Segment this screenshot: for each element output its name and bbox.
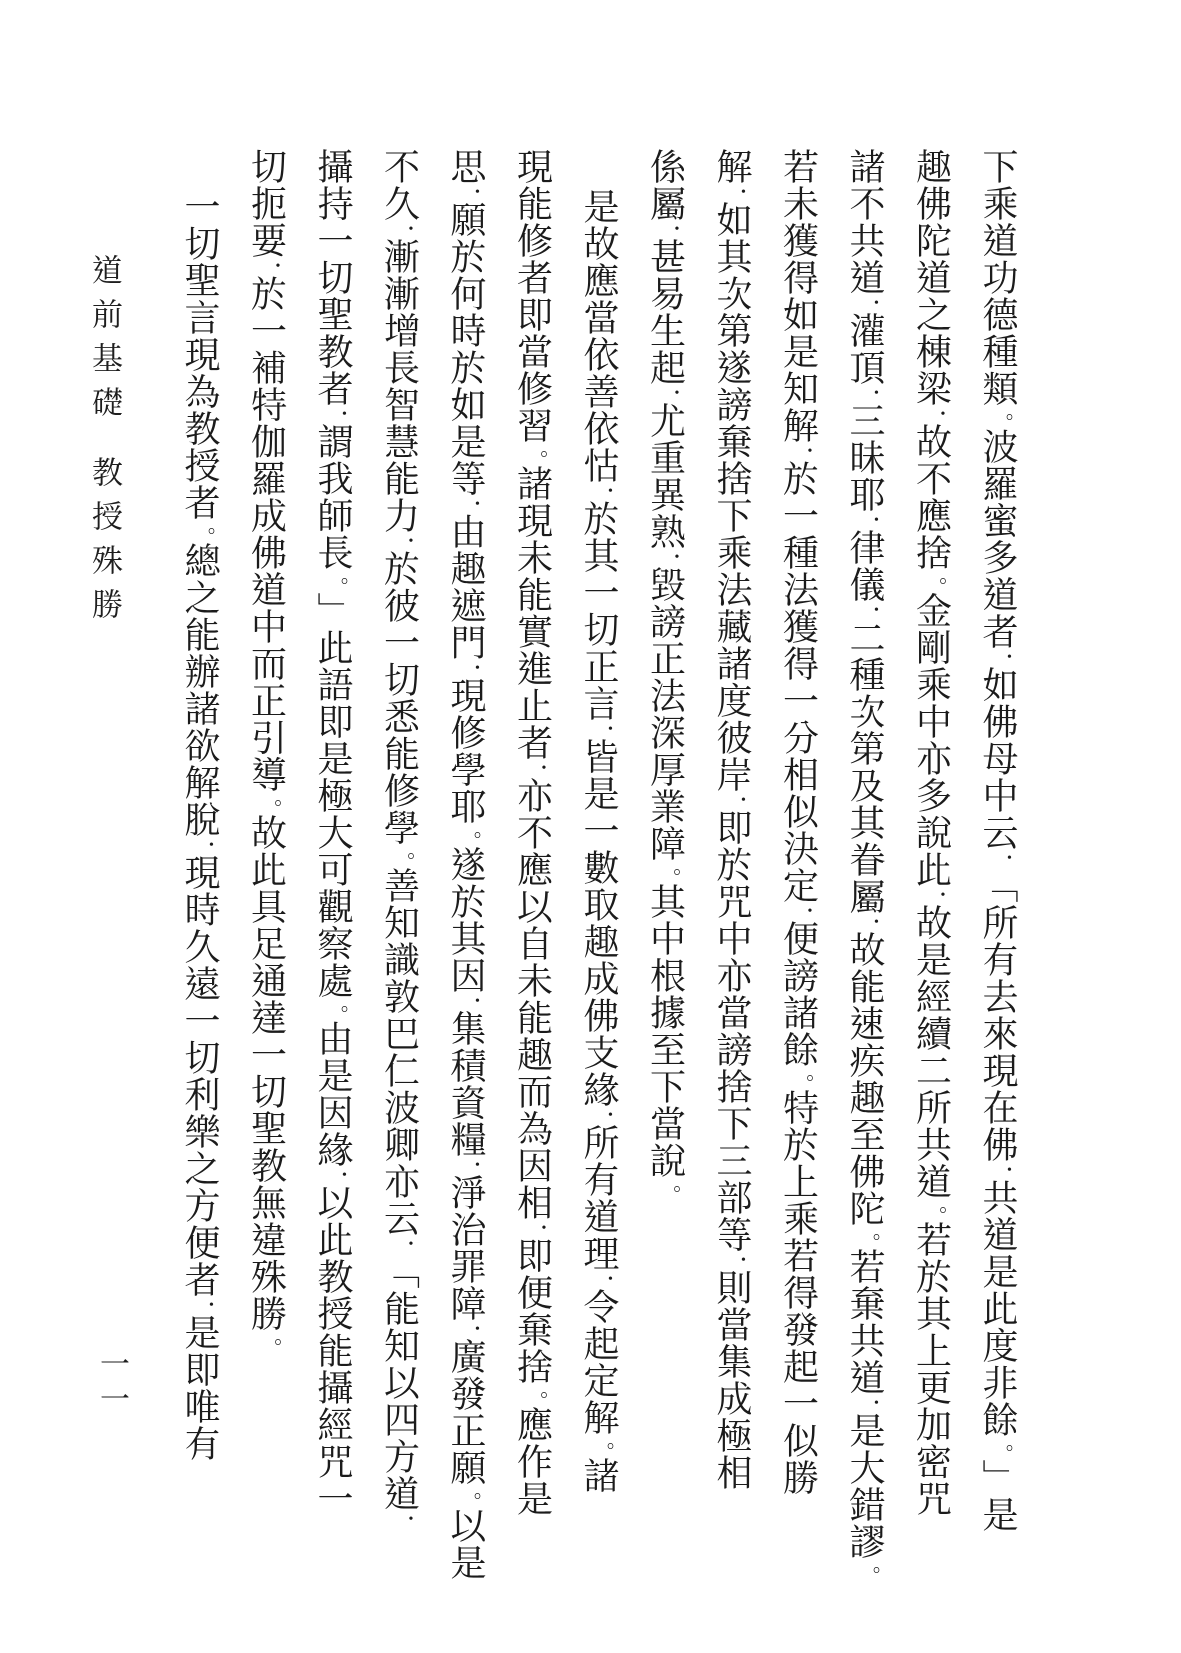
margin-section-label: 道前基礎 [87, 254, 122, 430]
text-column: 現能修者即當修習。諸現未能實進止者•亦不應以自未能趣而為因相•即便棄捨。應作是 [512, 148, 553, 1517]
body-text-block [167, 148, 1032, 1626]
text-column: 是故應當依善依怙•於其一切正言•皆是一數取趣成佛支緣•所有道理•令起定解。諸 [579, 188, 619, 1494]
text-column: 切扼要•於一補特伽羅成佛道中而正引導。故此具足通達一切聖教無違殊勝。 [246, 148, 287, 1353]
margin-header [84, 254, 124, 632]
text-column: 若未獲得如是知解•於一種法獲得一分相似決定•便謗諸餘。特於上乘若得發起一似勝 [778, 148, 819, 1496]
margin-chapter-label: 教授殊勝 [87, 456, 122, 632]
text-column: 係屬•甚易生起•尤重異熟•毀謗正法深厚業障。其中根據至下當說。 [645, 148, 686, 1200]
text-column: 不久•漸漸增長智慧能力•於彼一切悉能修學。善知識敦巴仁波卿亦云•「能知以四方道• [379, 148, 420, 1528]
text-column: 思•願於何時於如是等•由趣遮門•現修學耶。遂於其因•集積資糧•淨治罪障•廣發正願。以是 [446, 148, 486, 1581]
page-number-label: 一一 [95, 1348, 128, 1418]
text-column: 解•如其次第遂謗棄捨下乘法藏諸度彼岸•即於咒中亦當謗捨下三部等•則當集成極相 [712, 148, 752, 1491]
text-column: 下乘道功德種類。波羅蜜多道者•如佛母中云•「所有去來現在佛•共道是此度非餘。」是 [978, 148, 1018, 1533]
text-column: 攝持一切聖教者•謂我師長。」此語即是極大可觀察處。由是因緣•以此教授能攝經咒一 [313, 148, 353, 1517]
text-column: 趣佛陀道之棟梁•故不應捨。金剛乘中亦多說此•故是經續二所共道。若於其上更加密咒 [911, 148, 952, 1517]
text-column: 諸不共道•灌頂•三昧耶•律儀•二種次第及其眷屬•故能速疾趣至佛陀。若棄共道•是大錯謬。 [845, 148, 885, 1581]
text-column: 一切聖言現為教授者。總之能辦諸欲解脫•現時久遠一切利樂之方便者•是即唯有 [180, 188, 220, 1462]
